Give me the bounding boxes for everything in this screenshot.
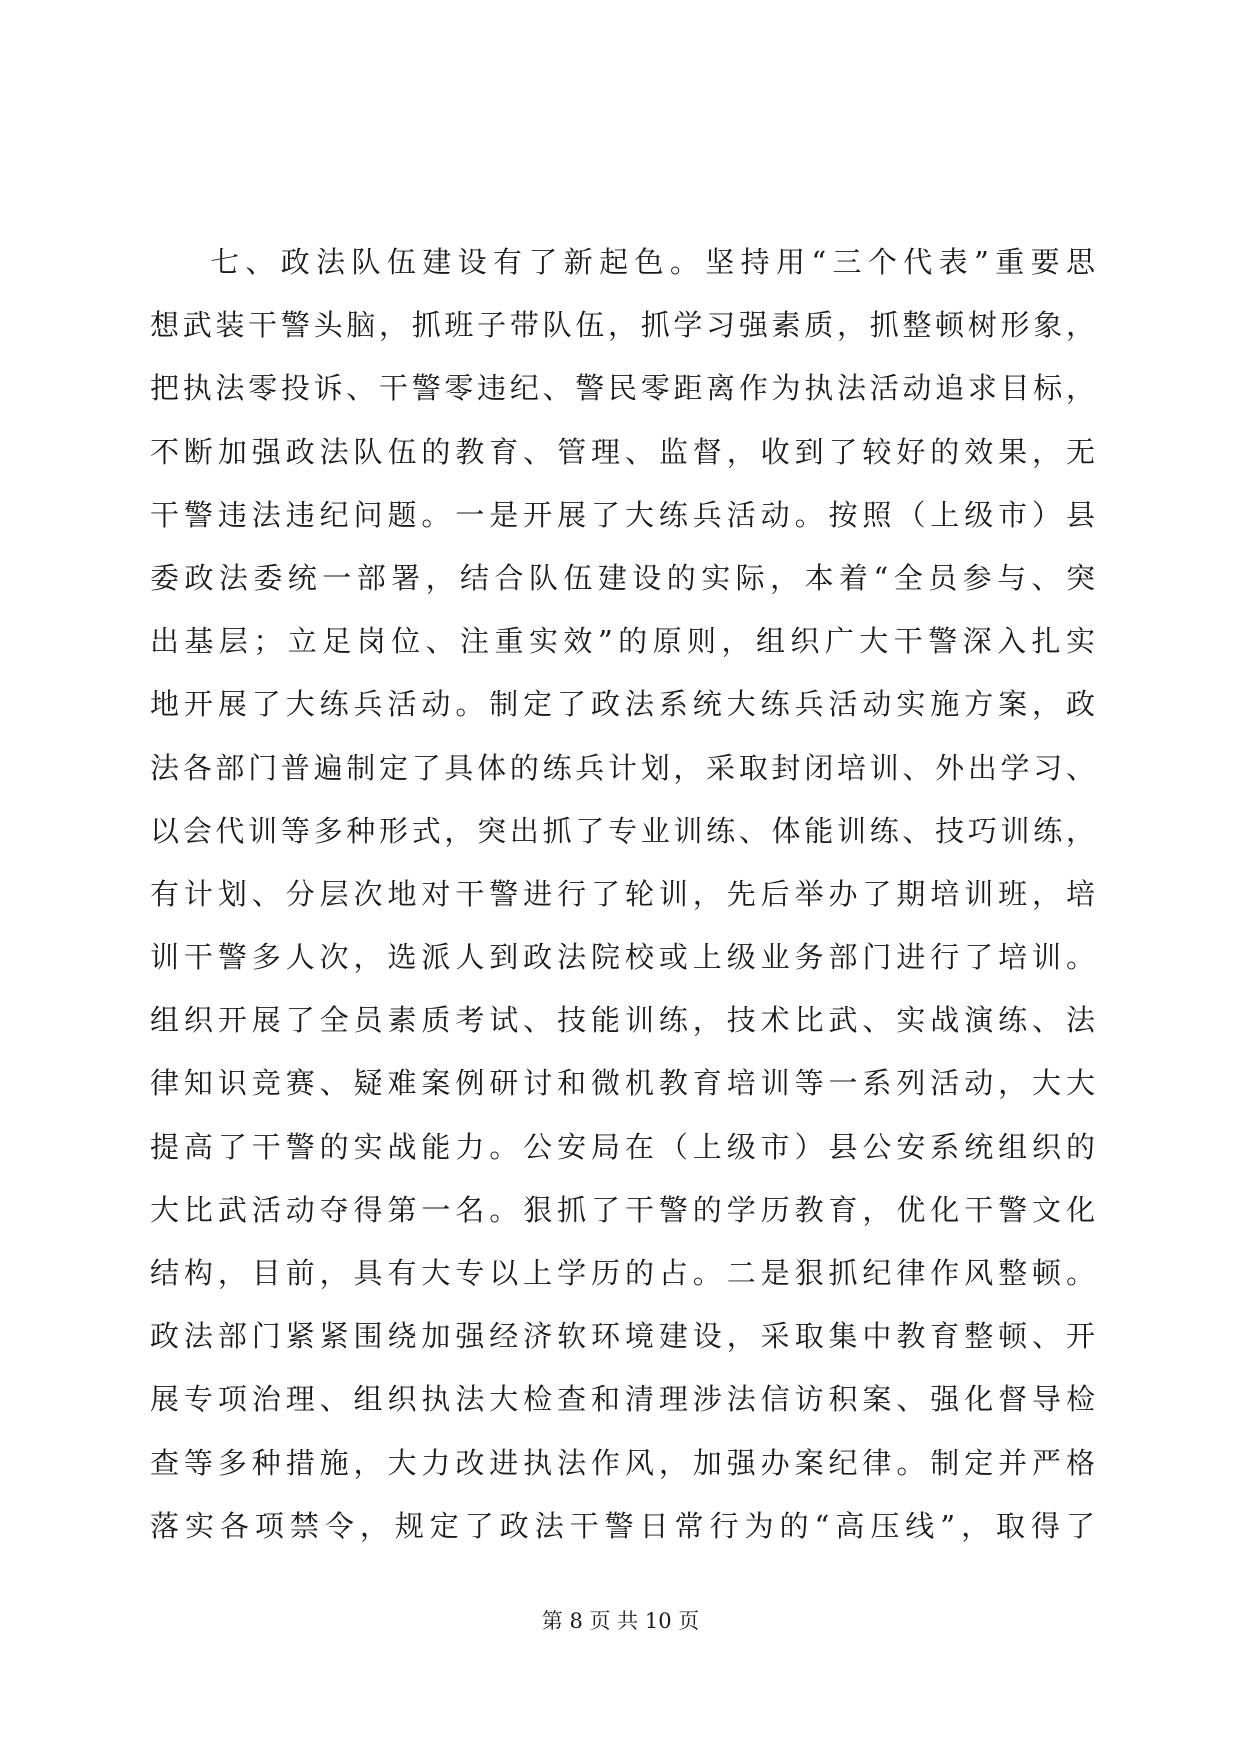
text-line: 有计划、分层次地对干警进行了轮训，先后举办了期培训班，培 xyxy=(150,876,1095,911)
text-line: 地开展了大练兵活动。制定了政法系统大练兵活动实施方案，政 xyxy=(150,687,1095,722)
body-paragraph xyxy=(150,231,1095,1558)
page-number-footer: 第 8 页 共 10 页 xyxy=(541,1609,700,1633)
text-line: 出基层；立足岗位、注重实效”的原则，组织广大干警深入扎实 xyxy=(150,624,1095,659)
text-line: 提高了干警的实战能力。公安局在（上级市）县公安系统组织的 xyxy=(150,1129,1095,1164)
text-line: 以会代训等多种形式，突出抓了专业训练、体能训练、技巧训练， xyxy=(150,813,1095,848)
text-line: 组织开展了全员素质考试、技能训练，技术比武、实战演练、法 xyxy=(150,1003,1095,1038)
text-line: 七、政法队伍建设有了新起色。坚持用“三个代表”重要思 xyxy=(210,245,1095,279)
text-line: 想武装干警头脑，抓班子带队伍，抓学习强素质，抓整顿树形象， xyxy=(150,308,1095,343)
text-line: 政法部门紧紧围绕加强经济软环境建设，采取集中教育整顿、开 xyxy=(150,1319,1095,1354)
text-line: 干警违法违纪问题。一是开展了大练兵活动。按照（上级市）县 xyxy=(150,497,1095,532)
text-line: 律知识竞赛、疑难案例研讨和微机教育培训等一系列活动，大大 xyxy=(150,1066,1095,1101)
text-line: 落实各项禁令，规定了政法干警日常行为的“高压线”，取得了 xyxy=(150,1508,1095,1543)
text-line: 训干警多人次，选派人到政法院校或上级业务部门进行了培训。 xyxy=(150,940,1095,975)
text-line: 委政法委统一部署，结合队伍建设的实际，本着“全员参与、突 xyxy=(150,560,1095,595)
text-line: 把执法零投诉、干警零违纪、警民零距离作为执法活动追求目标， xyxy=(150,371,1095,406)
text-line: 结构，目前，具有大专以上学历的占。二是狠抓纪律作风整顿。 xyxy=(150,1256,1095,1290)
text-line: 不断加强政法队伍的教育、管理、监督，收到了较好的效果，无 xyxy=(150,434,1095,469)
text-line: 展专项治理、组织执法大检查和清理涉法信访积案、强化督导检 xyxy=(150,1382,1095,1417)
text-line: 查等多种措施，大力改进执法作风，加强办案纪律。制定并严格 xyxy=(150,1445,1095,1480)
text-line: 大比武活动夺得第一名。狠抓了干警的学历教育，优化干警文化 xyxy=(150,1192,1095,1227)
text-line: 法各部门普遍制定了具体的练兵计划，采取封闭培训、外出学习、 xyxy=(150,750,1095,785)
